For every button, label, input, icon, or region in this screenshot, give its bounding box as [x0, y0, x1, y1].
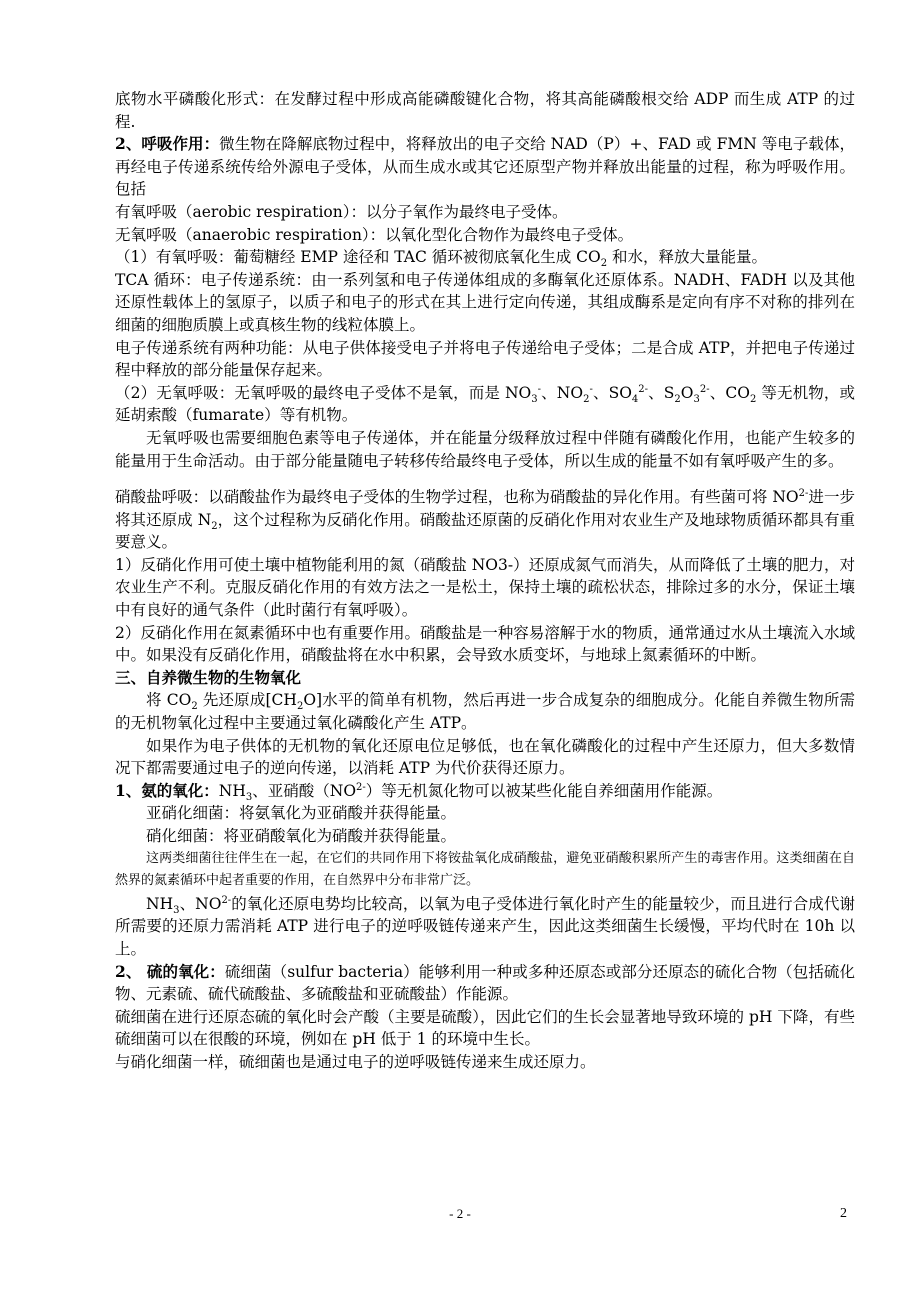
text-segment: （1）有氧呼吸：葡萄糖经 EMP 途径和 TAC 循环被彻底氧化生成 CO — [115, 248, 601, 267]
text-segment: 2 — [674, 393, 681, 405]
text-segment: 的氧化还原电势均比较高，以氧为电子受体进行氧化时产生的能量较少，而且进行合成代谢所需要的还原力需消耗 ATP 进行电子的逆呼吸链传递来产生，因此这类细菌生长缓慢，平均代时在 10h 以上。 — [115, 894, 855, 958]
text-segment: 亚硝化细菌：将氨氧化为亚硝酸并获得能量。 — [146, 804, 457, 823]
p-sulfur-rev — [115, 1051, 855, 1074]
p-tca — [115, 269, 855, 337]
p-denitr-2 — [115, 622, 855, 667]
text-segment: 2、呼吸作用： — [115, 134, 220, 154]
text-segment: 无氧呼吸也需要细胞色素等电子传递体，并在能量分级释放过程中伴随有磷酸化作用，也能产生较多的能量用于生命活动。由于部分能量随电子转移传给最终电子受体，所以生成的能量不如有氧呼吸产生的多。 — [115, 428, 855, 470]
text-segment: 2- — [638, 383, 649, 395]
text-segment: - — [589, 383, 593, 395]
text-segment: 先还原成[CH — [197, 691, 297, 710]
p-symbiosis — [115, 848, 855, 893]
p-denitr-1 — [115, 554, 855, 622]
page-number-center: - 2 - — [449, 1206, 471, 1221]
text-segment: 2- — [221, 894, 232, 906]
p-redox — [115, 893, 855, 961]
text-segment: 硝化细菌：将亚硝酸氧化为硝酸并获得能量。 — [146, 827, 457, 845]
p-etc-func — [115, 337, 855, 382]
text-segment: ）等无机氮化物可以被某些化能自养细菌用作能源。 — [365, 781, 723, 800]
text-segment: 三、自养微生物的生物氧化 — [115, 667, 302, 687]
text-segment: 1、氨的氧化： — [115, 780, 219, 800]
text-segment: - — [537, 383, 542, 395]
page-number-right: 2 — [840, 1206, 847, 1221]
text-segment: 2- — [356, 781, 366, 793]
text-segment: 1）反硝化作用可使土壤中植物能利用的氮（硝酸盐 NO3-）还原成氮气而消失，从而降低了土壤的肥力，对农业生产不利。克服反硝化作用的有效方法之一是松土，保持土壤的疏松状态，排除过多的水分，保证土壤中有良好的通气条件（此时菌行有氧呼吸）。 — [115, 555, 855, 620]
p-nitrite-bact — [115, 802, 855, 825]
text-segment: 硫细菌在进行还原态硫的氧化时会产酸（主要是硫酸），因此它们的生长会显著地导致环境的 pH 下降，有些硫细菌可以在很酸的环境，例如在 pH 低于 1 的环境中生长。 — [115, 1007, 855, 1049]
text-segment: 、CO — [709, 383, 750, 402]
text-segment: 进一步将其还原成 N — [115, 488, 855, 529]
text-segment: 2 — [296, 701, 304, 713]
text-segment: 硫细菌（sulfur bacteria）能够利用一种或多种还原态或部分还原态的硫化合物（包括硫化物、元素硫、硫代硫酸盐、多硫酸盐和亚硫酸盐）作能源。 — [115, 962, 855, 1004]
p-nitrate — [115, 486, 855, 554]
p-aerobic — [115, 246, 855, 269]
text-segment: 2 — [600, 258, 608, 270]
text-segment: O — [680, 383, 694, 402]
text-segment: 2 — [211, 520, 218, 532]
text-segment: 3 — [531, 393, 538, 405]
p-aerobic-def — [115, 201, 855, 224]
text-segment: NH — [146, 894, 174, 913]
text-segment: 4 — [631, 393, 639, 405]
p-anaerobic — [115, 382, 855, 427]
p-auto-1 — [115, 689, 855, 734]
text-segment: ，这个过程称为反硝化作用。硝酸盐还原菌的反硝化作用对农业生产及地球物质循环都具有重要意义。 — [115, 510, 855, 552]
p-respiration — [115, 133, 855, 201]
text-segment: 将 CO — [146, 691, 192, 710]
text-segment: 3 — [693, 393, 700, 405]
text-segment: 微生物在降解底物过程中，将释放出的电子交给 NAD（P）+、FAD 或 FMN 等电子载体，再经电子传递系统传给外源电子受体，从而生成水或其它还原型产物并释放出能量的过程，称为呼吸作用。 包括 — [115, 135, 855, 199]
text-segment: 、NO — [179, 894, 222, 913]
text-segment: 硝酸盐呼吸：以硝酸盐作为最终电子受体的生物学过程，也称为硝酸盐的异化作用。有些菌可将 NO — [115, 488, 799, 507]
text-segment: 、NO — [541, 383, 584, 402]
text-segment: 等无机物，或延胡索酸（fumarate）等有机物。 — [115, 383, 856, 425]
text-segment: 与硝化细菌一样，硫细菌也是通过电子的逆呼吸链传递来生成还原力。 — [115, 1052, 596, 1071]
p-nitrate-bact — [115, 825, 855, 848]
text-segment: 2、 硫的氧化： — [115, 961, 225, 981]
p-anaerobic-2 — [115, 427, 855, 472]
text-segment: 和水，释放大量能量。 — [607, 248, 768, 267]
p-sulfur — [115, 961, 855, 1006]
text-segment: 2 — [749, 393, 757, 405]
text-segment: 底物水平磷酸化形式：在发酵过程中形成高能磷酸键化合物，将其高能磷酸根交给 ADP 而生成 ATP 的过程. — [115, 90, 855, 131]
text-segment: 2- — [798, 487, 809, 499]
p-heading-3 — [115, 667, 855, 690]
text-segment: 2- — [699, 383, 710, 395]
text-segment: 电子传递系统有两种功能：从电子供体接受电子并将电子传递给电子受体；二是合成 ATP，并把电子传递过程中释放的部分能量保存起来。 — [115, 338, 855, 380]
document-body — [115, 88, 855, 1074]
text-segment: 3 — [245, 791, 253, 803]
text-segment: 3 — [173, 904, 180, 916]
text-segment: 、S — [648, 383, 675, 402]
text-segment: 2）反硝化作用在氮素循环中也有重要作用。硝酸盐是一种容易溶解于水的物质，通常通过水从土壤流入水域中。如果没有反硝化作用，硝酸盐将在水中积累，会导致水质变坏，与地球上氮素循环的中断。 — [115, 623, 855, 665]
text-segment: （2）无氧呼吸：无氧呼吸的最终电子受体不是氧，而是 NO — [115, 383, 532, 402]
p-auto-2 — [115, 735, 855, 780]
text-segment: TCA 循环：电子传递系统：由一系列氢和电子传递体组成的多酶氧化还原体系。NADH、FADH 以及其他还原性载体上的氢原子，以质子和电子的形式在其上进行定向传递，其组成酶系是定向有序不对称的排列在细菌的细胞质膜上或真核生物的线粒体膜上。 — [115, 270, 855, 334]
p-anaerobic-def — [115, 224, 855, 247]
text-segment: 这两类细菌往往伴生在一起，在它们的共同作用下将铵盐氧化成硝酸盐，避免亚硝酸积累所产生的毒害作用。这类细菌在自然界的氮素循环中起者重要的作用，在自然界中分布非常广泛。 — [115, 850, 855, 889]
p-ammonia — [115, 780, 855, 803]
p-substrate — [115, 88, 855, 133]
text-segment: 、亚硝酸（NO — [252, 781, 357, 800]
text-segment: O]水平的简单有机物，然后再进一步合成复杂的细胞成分。化能自养微生物所需的无机物氧化过程中主要通过氧化磷酸化产生 ATP。 — [115, 691, 855, 733]
p-sulfur-acid — [115, 1006, 855, 1051]
text-segment: 有氧呼吸（aerobic respiration）：以分子氧作为最终电子受体。 — [115, 202, 568, 221]
text-segment: 无氧呼吸（anaerobic respiration）：以氧化型化合物作为最终电子受体。 — [115, 225, 634, 244]
text-segment: 如果作为电子供体的无机物的氧化还原电位足够低，也在氧化磷酸化的过程中产生还原力，但大多数情况下都需要通过电子的逆向传递，以消耗 ATP 为代价获得还原力。 — [115, 736, 855, 778]
text-segment: 、SO — [592, 383, 632, 402]
text-segment: NH — [218, 781, 246, 800]
text-segment: 2 — [583, 393, 590, 405]
text-segment: 2 — [191, 701, 198, 713]
